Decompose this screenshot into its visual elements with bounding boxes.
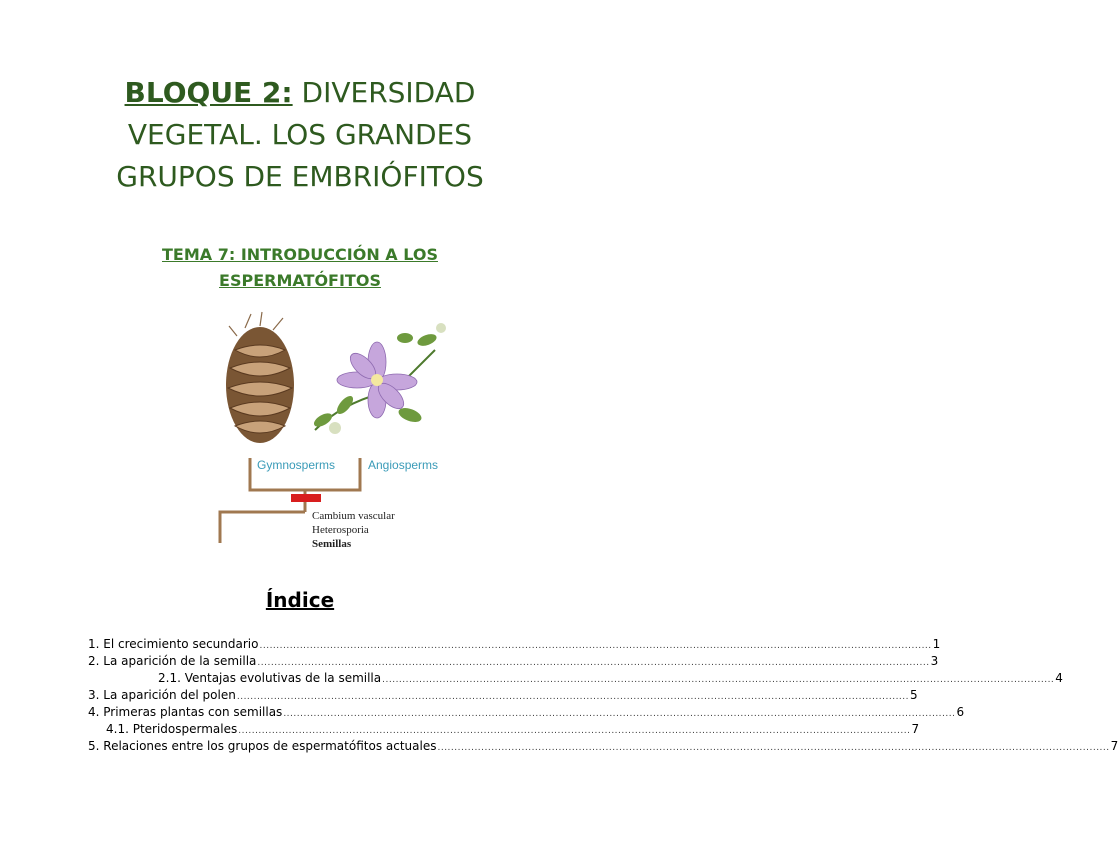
synapomorphy-marker <box>291 494 321 502</box>
toc-entry-page: 4 <box>1055 671 1063 685</box>
toc-dot-leader: ........................................................................................................................................................................................................ <box>382 675 1055 685</box>
pine-cone-image <box>226 312 294 443</box>
subtitle-line1: TEMA 7: INTRODUCCIÓN A LOS <box>162 245 438 264</box>
toc-entry-number: 2.1. <box>158 671 185 685</box>
toc-dot-leader: ........................................................................................................................................................................................................ <box>283 709 956 719</box>
toc-entry-number: 3. <box>88 688 104 702</box>
toc-entry-page: 1 <box>932 637 941 651</box>
toc-entry-title: Relaciones entre los grupos de espermatófitos actuales <box>103 739 437 753</box>
toc-entry-title: La aparición de la semilla <box>103 654 257 668</box>
character-cambium: Cambium vascular <box>312 510 395 522</box>
toc-entry-number: 4. <box>88 705 104 719</box>
toc-dot-leader: ........................................................................................................................................................................................................ <box>236 692 910 702</box>
toc-entry[interactable] <box>88 671 1063 688</box>
document-subtitle <box>0 242 600 294</box>
toc-entry[interactable] <box>88 705 965 722</box>
title-block-label: BLOQUE 2: <box>124 76 293 109</box>
toc-entry[interactable] <box>88 739 1118 756</box>
label-angiosperms: Angiosperms <box>368 458 439 472</box>
title-line1: DIVERSIDAD <box>292 76 476 109</box>
index-heading: Índice <box>265 588 335 612</box>
subtitle-line2: ESPERMATÓFITOS <box>219 271 381 290</box>
toc-dot-leader: ........................................................................................................................................................................................................ <box>259 641 932 651</box>
label-gymnosperms: Gymnosperms <box>257 458 336 472</box>
toc-entry-title: El crecimiento secundario <box>103 637 259 651</box>
toc-entry[interactable] <box>88 722 920 739</box>
toc-entry[interactable] <box>88 688 918 705</box>
toc-dot-leader: ........................................................................................................................................................................................................ <box>238 726 911 736</box>
toc-entry-number: 5. <box>88 739 104 753</box>
toc-entry-number: 2. <box>88 654 104 668</box>
toc-dot-leader: ........................................................................................................................................................................................................ <box>257 658 930 668</box>
toc-entry-number: 1. <box>88 637 104 651</box>
toc-entry[interactable] <box>88 637 941 654</box>
flower-image <box>312 323 446 434</box>
toc-entry-page: 7 <box>911 722 920 736</box>
toc-entry-number: 4.1. <box>106 722 133 736</box>
document-title <box>0 72 600 198</box>
title-line3: GRUPOS DE EMBRIÓFITOS <box>116 160 484 193</box>
toc-entry-page: 6 <box>956 705 965 719</box>
toc-entry-page: 3 <box>930 654 939 668</box>
toc-entry-title: Ventajas evolutivas de la semilla <box>184 671 382 685</box>
toc-entry-title: La aparición del polen <box>103 688 236 702</box>
character-semillas: Semillas <box>312 538 352 550</box>
toc-entry-title: Pteridospermales <box>132 722 238 736</box>
toc-entry-page: 7 <box>1110 739 1118 753</box>
toc-entry-page: 5 <box>910 688 918 702</box>
title-line2: VEGETAL. LOS GRANDES <box>127 118 473 151</box>
table-of-contents <box>88 637 1118 756</box>
toc-entry[interactable] <box>88 654 939 671</box>
toc-entry-title: Primeras plantas con semillas <box>103 705 283 719</box>
phylogeny-figure <box>205 310 465 555</box>
toc-dot-leader: ........................................................................................................................................................................................................ <box>437 743 1110 753</box>
character-heterosporia: Heterosporia <box>312 524 369 536</box>
